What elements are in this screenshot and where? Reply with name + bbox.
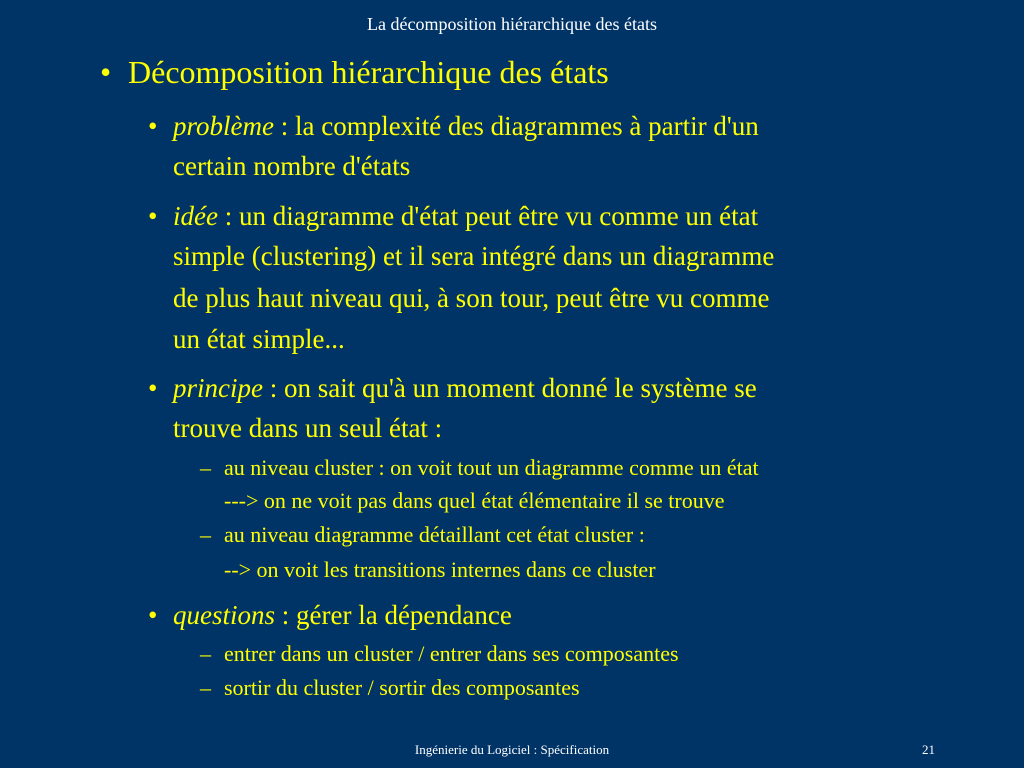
item-problem-text-1: : la complexité des diagrammes à partir d'un <box>273 111 759 141</box>
item-principle-text-2: trouve dans un seul état : <box>173 413 443 443</box>
item-principle-text-1: : on sait qu'à un moment donné le système se <box>262 373 757 403</box>
dash-level3: – <box>200 522 211 547</box>
item-questions <box>173 600 512 631</box>
item-idea-label: idée <box>173 201 218 231</box>
slide-header-title: La décomposition hiérarchique des états <box>367 14 657 34</box>
item-questions-text-1: : gérer la dépendance <box>275 600 512 630</box>
slide-page-number: 21 <box>922 742 935 757</box>
bullet-level2: • <box>148 600 158 630</box>
sub-item-exit-cluster: sortir du cluster / sortir des composantes <box>224 675 580 700</box>
item-principle-label: principe <box>173 373 263 403</box>
item-idea-text-2: simple (clustering) et il sera intégré dans un diagramme <box>173 241 775 271</box>
item-idea-text-1: : un diagramme d'état peut être vu comme un état <box>217 201 759 231</box>
item-principle <box>173 373 757 404</box>
sub-item-cluster-level-1: au niveau cluster : on voit tout un diagramme comme un état <box>224 455 759 480</box>
sub-item-diagram-level-1: au niveau diagramme détaillant cet état cluster : <box>224 522 645 547</box>
sub-item-enter-cluster: entrer dans un cluster / entrer dans ses composantes <box>224 641 679 666</box>
sub-item-cluster-level-2: ---> on ne voit pas dans quel état élémentaire il se trouve <box>224 488 725 513</box>
bullet-level1: • <box>100 54 112 90</box>
item-questions-label: questions <box>173 600 276 630</box>
bullet-level2: • <box>148 201 158 231</box>
item-idea <box>173 201 758 232</box>
dash-level3: – <box>200 455 211 480</box>
item-problem-text-2: certain nombre d'états <box>173 151 411 181</box>
dash-level3: – <box>200 641 211 666</box>
item-idea-text-3: de plus haut niveau qui, à son tour, peut être vu comme <box>173 283 770 313</box>
dash-level3: – <box>200 675 211 700</box>
item-idea-text-4: un état simple... <box>173 324 345 354</box>
bullet-level2: • <box>148 111 158 141</box>
sub-item-diagram-level-2: --> on voit les transitions internes dans ce cluster <box>224 557 656 582</box>
bullet-level2: • <box>148 373 158 403</box>
item-problem <box>173 111 759 142</box>
main-heading: Décomposition hiérarchique des états <box>128 54 609 90</box>
item-problem-label: problème <box>173 111 274 141</box>
slide-footer-text: Ingénierie du Logiciel : Spécification <box>414 742 610 757</box>
